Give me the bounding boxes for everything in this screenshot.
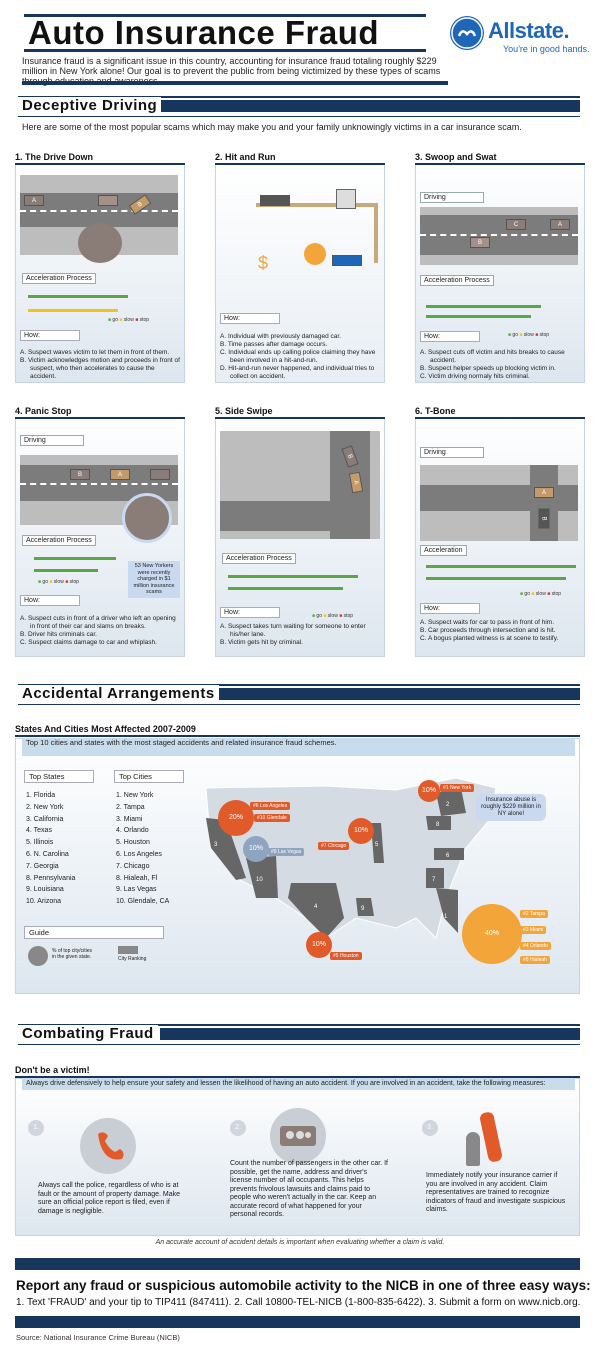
california-percent-bubble: 20% — [218, 800, 254, 836]
scam-card-t-bone — [415, 406, 585, 657]
card-title: 2. Hit and Run — [215, 152, 385, 165]
states-blurb: Top 10 cities and states with the most staged accidents and related insurance fraud schemes. — [22, 738, 575, 756]
damaged-car-icon — [260, 195, 290, 206]
step-text: Count the number of passengers in the other car. If possible, get the name, address and driver's license number of all occupants. This helps prevents frivolous lawsuits and claims paid to people who weren't actually in the car. Keep an accurate record of what happened for your personal records. — [230, 1160, 388, 1218]
step-number: 3. — [422, 1120, 438, 1136]
driving-label: Driving — [420, 447, 484, 458]
ny-abuse-callout: Insurance abuse is roughly $229 million in NY alone! — [476, 794, 546, 821]
combat-footnote: An accurate account of accident details is important when evaluating whether a claim is valid. — [155, 1239, 445, 1246]
guide-header: Guide — [24, 926, 164, 939]
state-louisiana — [356, 898, 374, 916]
car-a-icon: A — [534, 487, 554, 498]
svg-text:3: 3 — [214, 842, 218, 848]
how-label: How: — [420, 603, 480, 614]
svg-text:10: 10 — [256, 877, 263, 883]
scam-card-drive-down — [15, 152, 185, 383]
card-title: 4. Panic Stop — [15, 406, 185, 419]
pin-houston: #5 Houston — [330, 952, 362, 960]
card-steps: A. Suspect waves victim to let them in front of them. B. Victim acknowledges motion and proceeds in front of suspect, who then accelerates to cause the accident. — [20, 349, 180, 380]
progress-bar — [426, 565, 576, 568]
card-title: 1. The Drive Down — [15, 152, 185, 165]
guide-percent-text: % of top city/cities in the given state. — [52, 948, 93, 960]
us-map — [196, 768, 506, 958]
new-yorkers-note: 53 New Yorkers were recently charged in $1 million insurance scams — [128, 561, 180, 598]
how-label: How: — [20, 330, 80, 341]
guide-rank-icon — [118, 946, 138, 954]
card-title: 3. Swoop and Swat — [415, 152, 585, 165]
pin-hialeah: #8 Hialeah — [520, 956, 550, 964]
scam-card-panic-stop — [15, 406, 185, 657]
dont-be-victim-heading: Don't be a victim! — [15, 1065, 580, 1078]
svg-text:2: 2 — [446, 802, 450, 808]
brand-name: Allstate. — [488, 18, 570, 43]
legend: ■ go ■ slow ■ stop — [520, 591, 562, 597]
pin-new-york: #1 New York — [440, 784, 474, 792]
driving-label: Driving — [20, 435, 84, 446]
section-bar — [160, 1028, 580, 1040]
florida-percent-bubble: 40% — [462, 904, 522, 964]
legend: ■ go ■ slow ■ stop — [312, 613, 354, 619]
progress-bar — [34, 557, 116, 560]
car-b-icon: B — [470, 237, 490, 248]
section-rule — [18, 704, 580, 705]
car-a-icon: A — [24, 195, 44, 206]
step-number: 1. — [28, 1120, 44, 1136]
car-a-icon: A — [110, 469, 130, 480]
nevada-percent-bubble: 10% — [243, 836, 269, 862]
pin-tampa: #2 Tampa — [520, 910, 548, 918]
card-steps: A. Suspect cuts in front of a driver who left an opening in front of their car and slams on breaks. B. Driver hits criminals car. C. Suspect claims damage to car and whiplash. — [20, 615, 176, 646]
car-b-icon: B — [129, 194, 152, 214]
card-title: 5. Side Swipe — [215, 406, 385, 419]
section-rule — [18, 116, 580, 117]
new-york-percent-bubble: 10% — [418, 780, 440, 802]
top-states-header: Top States — [24, 770, 94, 783]
car-a-icon: A — [550, 219, 570, 230]
progress-bar — [426, 577, 566, 580]
driver-wave-icon — [78, 223, 122, 263]
source-note: Source: National Insurance Crime Bureau (NICB) — [16, 1333, 180, 1342]
progress-bar — [28, 309, 118, 312]
car-a-icon: A — [349, 472, 363, 494]
car-b-icon: B — [539, 509, 550, 529]
report-bar-bottom — [15, 1316, 580, 1328]
states-subheading: States And Cities Most Affected 2007-2009 — [15, 724, 580, 737]
representative-icon — [466, 1132, 480, 1166]
header-divider — [22, 81, 448, 85]
dollar-icon: $ — [258, 253, 269, 273]
scam-card-swoop-and-swat — [415, 152, 585, 383]
progress-bar — [28, 295, 128, 298]
brand-tagline: You're in good hands. — [503, 44, 590, 54]
section-bar — [210, 688, 580, 700]
accidental-heading: Accidental Arrangements — [18, 685, 219, 702]
texas-percent-bubble: 10% — [306, 932, 332, 958]
car-icon — [150, 469, 170, 480]
pin-las-vegas: #9 Las Vegas — [268, 848, 304, 856]
page-title: Auto Insurance Fraud — [24, 14, 426, 52]
scam-card-hit-and-run — [215, 152, 385, 383]
progress-bar — [228, 587, 343, 590]
allstate-hands-logo-icon — [450, 16, 484, 50]
accel-label: Acceleration Process — [420, 275, 494, 286]
state-new-york — [436, 788, 466, 816]
swoop-scene — [420, 207, 578, 265]
how-label: How: — [220, 313, 280, 324]
svg-text:5: 5 — [375, 842, 379, 848]
how-label: How: — [420, 331, 480, 342]
svg-text:7: 7 — [432, 877, 436, 883]
combat-heading: Combating Fraud — [18, 1025, 158, 1042]
drive-down-scene — [20, 175, 178, 255]
svg-text:4: 4 — [314, 904, 318, 910]
step-text: Immediately notify your insurance carrier if you are involved in any accident. Claim representatives are trained to recognize indicators of fraud and investigate suspicious claims. — [426, 1172, 566, 1213]
car-c-icon: C — [506, 219, 526, 230]
svg-text:1: 1 — [444, 914, 448, 920]
svg-text:9: 9 — [361, 906, 365, 912]
deceptive-heading: Deceptive Driving — [18, 97, 161, 114]
how-label: How: — [220, 607, 280, 618]
deceptive-subtitle: Here are some of the most popular scams which may make you and your family unknowingly victims in a car insurance scam. — [22, 122, 522, 132]
legend: ■ go ■ slow ■ stop — [108, 317, 150, 323]
car-b-icon: B — [341, 445, 358, 468]
report-ways: 1. Text 'FRAUD' and your tip to TIP411 (847411). 2. Call 10800-TEL-NICB (1-800-835-6422). 3. Submit a form on www.nicb.org. — [16, 1297, 581, 1308]
top-cities-header: Top Cities — [114, 770, 184, 783]
report-bar-top — [15, 1258, 580, 1270]
report-heading: Report any fraud or suspicious automobile activity to the NICB in one of three easy ways: — [16, 1278, 591, 1293]
accel-label: Acceleration Process — [222, 553, 296, 564]
car-icon — [98, 195, 118, 206]
legend: ■ go ■ slow ■ stop — [38, 579, 80, 585]
brake-pedal-icon — [122, 493, 172, 543]
pin-chicago: #7 Chicago — [318, 842, 349, 850]
guide-rank-text: City Ranking — [118, 956, 147, 962]
top-states-list: 1. Florida 2. New York 3. California 4. Texas 5. Illinois 6. N. Carolina 7. Georgia 8. Pennsylvania 9. Louisiana 10. Arizona — [26, 792, 76, 906]
card-steps: A. Suspect waits for car to pass in front of him. B. Car proceeds through intersection and is hit. C. A bogus planted witness is at scene to testify. — [420, 619, 559, 642]
car-b-icon: B — [70, 469, 90, 480]
card-steps: A. Suspect cuts off victim and hits breaks to cause accident. B. Suspect helper speeds up blocking victim in. C. Victim driving normaly hits criminal. — [420, 349, 565, 380]
guide-bubble-icon — [28, 946, 48, 966]
card-title: 6. T-Bone — [415, 406, 585, 419]
progress-bar — [228, 575, 358, 578]
pin-miami: #3 Miami — [520, 926, 546, 934]
pin-orlando: #4 Orlando — [520, 942, 551, 950]
step-text: Always call the police, regardless of who is at fault or the amount of property damage. Make sure an official police report is filed, even if damage is negligible. — [38, 1182, 181, 1215]
scam-card-side-swipe — [215, 406, 385, 657]
phone-icon — [80, 1118, 136, 1174]
svg-text:8: 8 — [436, 822, 440, 828]
driving-label: Driving — [420, 192, 484, 203]
pin-glendale: #10 Glendale — [254, 814, 290, 822]
how-label: How: — [20, 595, 80, 606]
card-steps: A. Individual with previously damaged car. B. Time passes after damage occurs. C. Individual ends up calling police claiming they have been involved in a hit-and-run. D. Hit-and-run never happened, and individual tries to collect on accident. — [220, 333, 376, 380]
step-number: 2. — [230, 1120, 246, 1136]
progress-bar — [426, 315, 531, 318]
accel-label: Acceleration Process — [22, 273, 96, 284]
passengers-icon — [270, 1108, 326, 1164]
calendar-icon — [336, 189, 356, 209]
pin-los-angeles: #6 Los Angeles — [250, 802, 290, 810]
intro-text: Insurance fraud is a significant issue in this country, accounting for insurance fraud totaling roughly $229 million in New York alone! Our goal is to prevent the public from being victimized by these types of scams — [22, 56, 441, 76]
top-cities-list: 1. New York 2. Tampa 3. Miami 4. Orlando 5. Houston 6. Los Angeles 7. Chicago 8. Hialeah, Fl 9. Las Vegas 10. Glendale, CA — [116, 792, 170, 906]
svg-text:6: 6 — [446, 853, 450, 859]
card-steps: A. Suspect takes turn waiting for someone to enter his/her lane. B. Victim gets hit by criminal. — [220, 623, 366, 646]
combat-intro: Always drive defensively to help ensure your safety and lessen the likelihood of having an auto accident. If you are involved in an accident, take the following measures: — [22, 1078, 575, 1090]
accel-label: Acceleration Process — [22, 535, 96, 546]
phone-call-icon — [304, 243, 326, 265]
t-bone-scene — [420, 465, 578, 541]
progress-bar — [34, 569, 98, 572]
legend: ■ go ■ slow ■ stop — [508, 332, 550, 338]
illinois-percent-bubble: 10% — [348, 818, 374, 844]
progress-bar — [426, 305, 541, 308]
police-car-icon — [332, 255, 362, 266]
side-swipe-scene — [220, 431, 380, 539]
section-rule — [18, 1044, 580, 1045]
section-bar — [160, 100, 580, 112]
accel-label: Acceleration — [420, 545, 467, 556]
